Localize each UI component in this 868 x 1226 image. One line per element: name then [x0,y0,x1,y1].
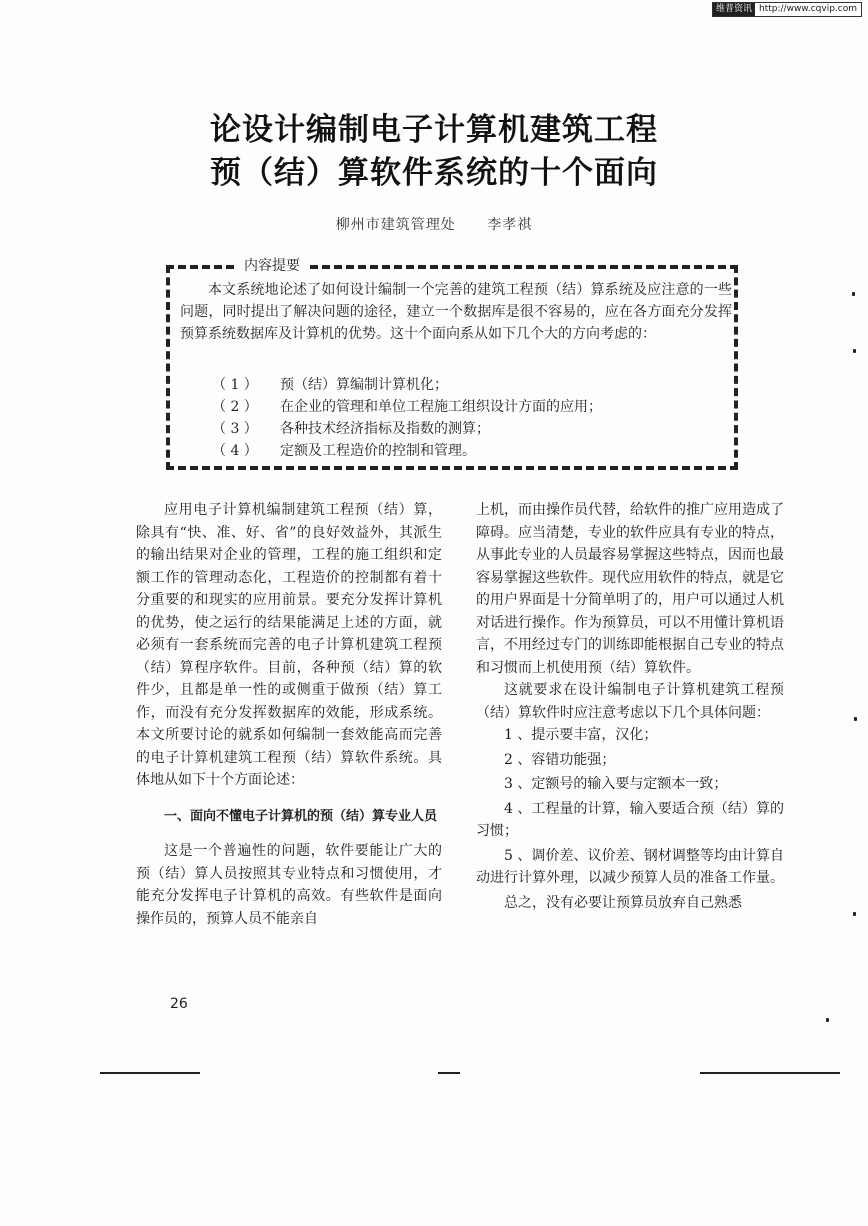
list-item: 2 、容错功能强； [504,751,616,768]
scan-artifact-line [700,1072,840,1074]
abstract-item-number: （ 4 ） [212,443,258,459]
abstract-item-text: 预（结）算编制计算机化； [280,377,448,393]
abstract-list-item [212,440,602,462]
abstract-text [180,279,732,345]
abstract-label: 内容提要 [236,255,308,275]
abstract-item-text: 定额及工程造价的控制和管理。 [280,443,476,459]
body-paragraph: 这是一个普遍性的问题，软件要能让广大的预（结）算人员按照其专业特点和习惯使用，才能充分发挥电子计算机的高效。有些软件是面向操作员的，预算人员不能亲自 [136,843,442,927]
author-organization: 柳州市建筑管理处 [335,217,456,233]
body-paragraph: 应用电子计算机编制建筑工程预（结）算，除具有“快、准、好、省”的良好效益外，其派生的输出结果对企业的管理，工程的施工组织和定额工作的管理动态化，工程造价的控制都有着十分重要的和现实的应用前景。要充分发挥计算机的优势，使之运行的结果能满足上述的方面，就必须有一套系统而完善的电子计算机建筑工程预（结）算程序软件。目前，各种预（结）算的软件少，且都是单一性的或侧重于做预（结）算工作，而没有充分发挥数据库的效能，形成系统。本文所要讨论的就系如何编制一套效能高而完善的电子计算机建筑工程预（结）算软件系统。具体地从如下十个方面论述： [136,502,442,788]
scan-speck [852,292,855,296]
abstract-list-item [212,374,602,396]
watermark-brand: 维普资讯 [713,3,755,16]
body-paragraph: 这就要求在设计编制电子计算机建筑工程预（结）算软件时应注意考虑以下几个具体问题： [476,682,784,721]
abstract-paragraph: 本文系统地论述了如何设计编制一个完善的建筑工程预（结）算系统及应注意的一些问题，同时提出了解决问题的途径，建立一个数据库是很不容易的，应在各方面充分发挥预算系统数据库及计算机的优势。这十个面向系从如下几个大的方向考虑的： [180,282,732,342]
scan-speck [826,1018,829,1022]
abstract-item-text: 在企业的管理和单位工程施工组织设计方面的应用； [280,399,602,415]
scan-speck [854,717,857,721]
article-title-line-1: 论设计编制电子计算机建筑工程 [210,112,658,148]
list-item: 3 、定额号的输入要与定额本一致； [504,776,728,792]
page-number: 26 [170,996,188,1012]
list-item: 4 、工程量的计算，输入要适合预（结）算的习惯； [476,800,784,839]
abstract-list [212,374,602,462]
scan-speck [853,912,856,916]
abstract-item-number: （ 3 ） [212,421,258,437]
scan-speck [853,349,856,353]
section-heading: 一、面向不懂电子计算机的预（结）算专业人员 [164,808,438,824]
abstract-list-item [212,396,602,418]
body-paragraph: 上机，而由操作员代替，给软件的推广应用造成了障碍。应当清楚，专业的软件应具有专业的特点，从事此专业的人员最容易掌握这些特点，因而也最容易掌握这些软件。现代应用软件的特点，就是它的用户界面是十分简单明了的，用户可以通过人机对话进行操作。作为预算员，可以不用懂计算机语言，不用经过专门的训练即能根据自己专业的特点和习惯而上机使用预（结）算软件。 [476,502,784,676]
list-item: 5 、调价差、议价差、钢材调整等均由计算自动进行计算外理，以减少预算人员的准备工作量。 [476,847,784,886]
list-item: 1 、提示要丰富，汉化； [504,727,658,743]
scan-artifact-line [438,1072,460,1074]
body-column-right [476,499,784,914]
byline [0,214,868,234]
abstract-item-number: （ 1 ） [212,377,258,393]
watermark-stamp [712,2,862,17]
body-paragraph: 总之，没有必要让预算员放弃自己熟悉 [504,894,742,911]
author-name: 李孝祺 [487,217,533,233]
watermark-url: http://www.cqvip.com [759,4,857,14]
abstract-list-item [212,418,602,440]
article-title-line-2: 预（结）算软件系统的十个面向 [210,155,658,191]
body-column-left [136,499,442,930]
abstract-item-text: 各种技术经济指标及指数的测算； [280,421,490,437]
abstract-item-number: （ 2 ） [212,399,258,415]
scan-artifact-line [100,1072,200,1074]
